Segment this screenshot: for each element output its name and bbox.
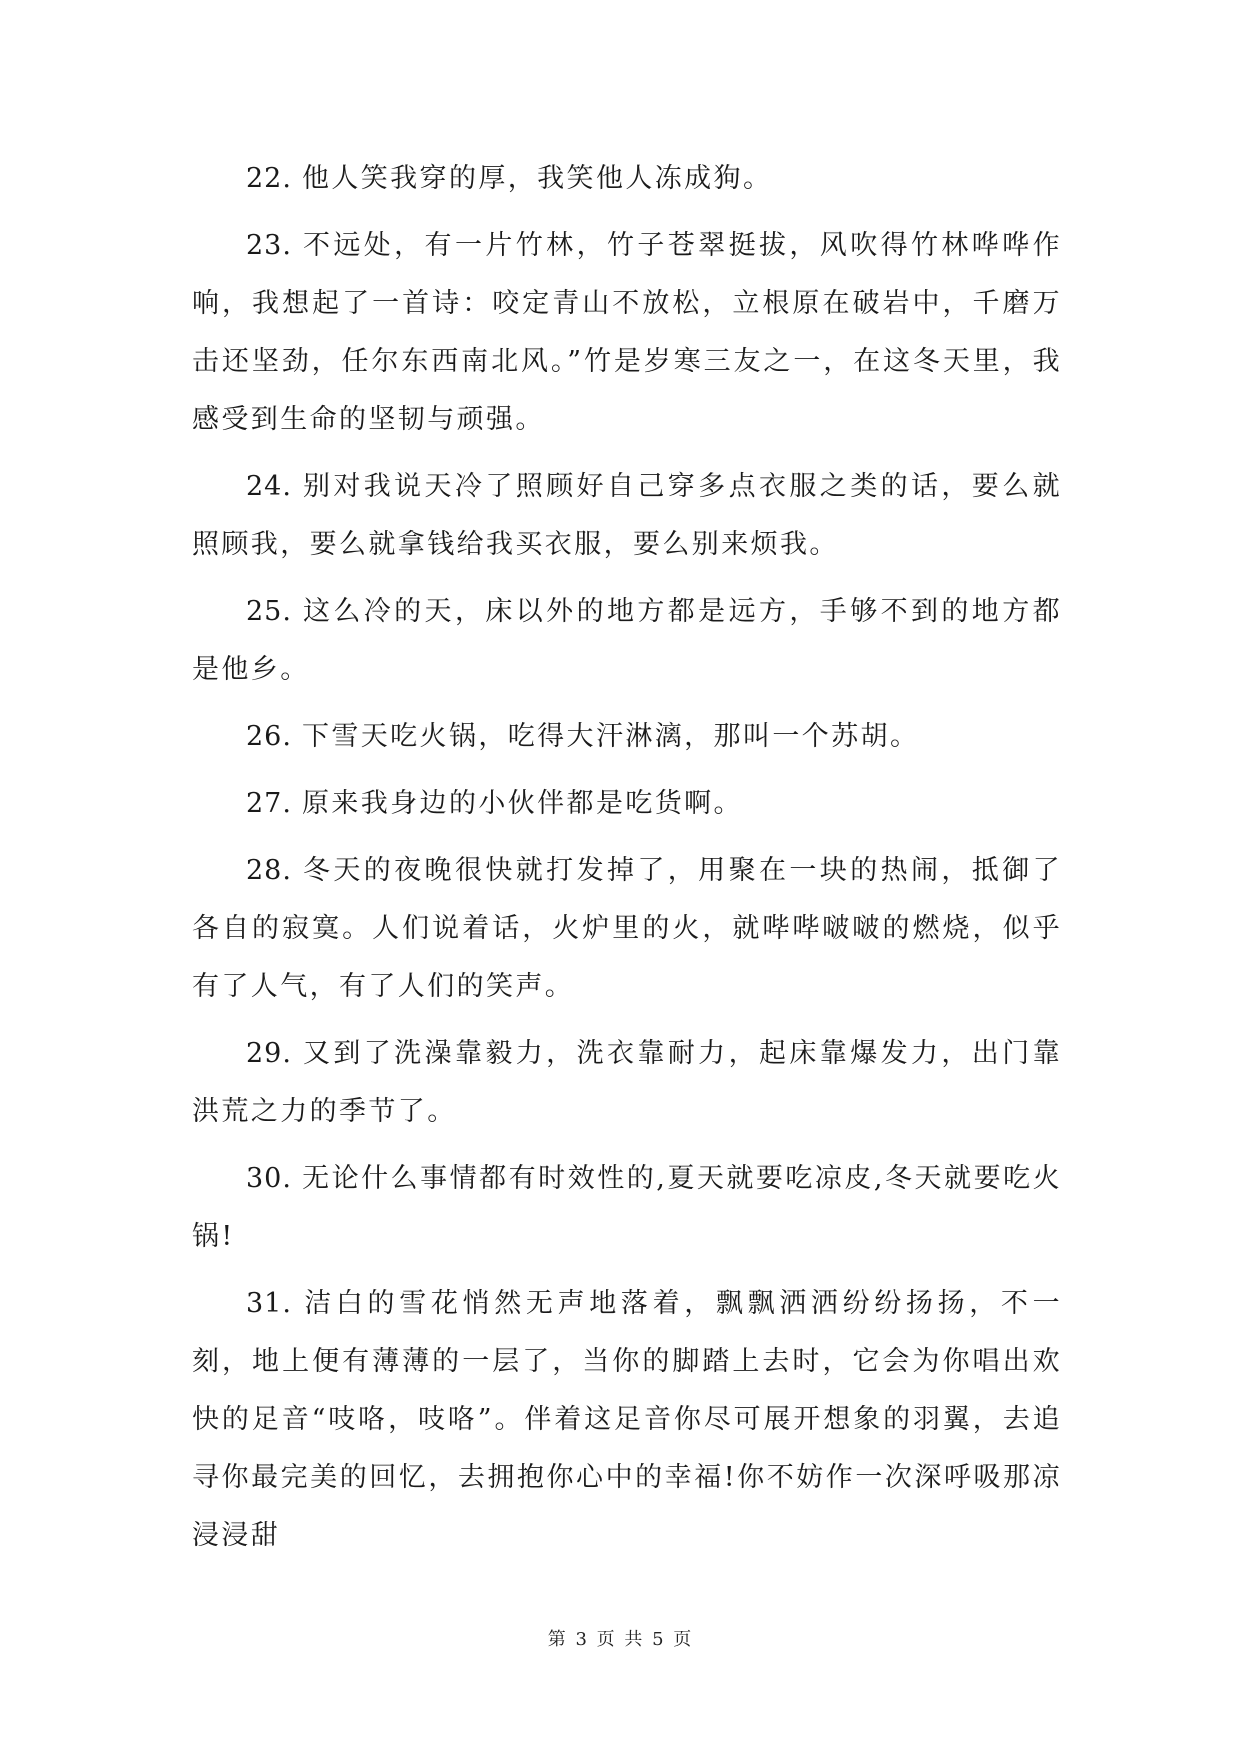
item-number: 29.: [246, 1038, 292, 1069]
paragraph-30: [192, 1150, 1062, 1266]
paragraph-text: 冬天的夜晚很快就打发掉了，用聚在一块的热闹，抵御了各自的寂寞。人们说着话，火炉里的火，就哔哔啵啵的燃烧，似乎有了人气，有了人们的笑声。: [192, 855, 1062, 1002]
paragraph-text: 洁白的雪花悄然无声地落着，飘飘洒洒纷纷扬扬，不一刻，地上便有薄薄的一层了，当你的脚踏上去时，它会为你唱出欢快的足音“吱咯，吱咯”。伴着这足音你尽可展开想象的羽翼，去追寻你最完美的回忆，去拥抱你心中的幸福!你不妨作一次深呼吸那凉浸浸甜: [192, 1288, 1062, 1551]
item-number: 28.: [246, 855, 292, 886]
paragraph-28: [192, 842, 1062, 1016]
paragraph-25: [192, 583, 1062, 699]
paragraph-text: 不远处，有一片竹林，竹子苍翠挺拔，风吹得竹林哗哗作响，我想起了一首诗：咬定青山不放松，立根原在破岩中，千磨万击还坚劲，任尔东西南北风。”竹是岁寒三友之一，在这冬天里，我感受到生命的坚韧与顽强。: [192, 230, 1062, 435]
paragraph-31: [192, 1275, 1062, 1565]
item-number: 30.: [246, 1163, 292, 1194]
paragraph-text: 这么冷的天，床以外的地方都是远方，手够不到的地方都是他乡。: [192, 596, 1062, 685]
item-number: 27.: [246, 788, 292, 819]
paragraph-text: 又到了洗澡靠毅力，洗衣靠耐力，起床靠爆发力，出门靠洪荒之力的季节了。: [192, 1038, 1062, 1127]
paragraph-29: [192, 1025, 1062, 1141]
item-number: 22.: [246, 163, 292, 194]
paragraph-text: 无论什么事情都有时效性的,夏天就要吃凉皮,冬天就要吃火锅!: [192, 1163, 1062, 1252]
paragraph-23: [192, 217, 1062, 449]
page-footer: 第 3 页 共 5 页: [547, 1629, 694, 1650]
paragraph-text: 原来我身边的小伙伴都是吃货啊。: [301, 788, 743, 819]
paragraph-22: [192, 150, 1062, 208]
item-number: 23.: [246, 230, 292, 261]
paragraph-26: [192, 708, 1062, 766]
item-number: 24.: [246, 471, 292, 502]
paragraph-24: [192, 458, 1062, 574]
item-number: 25.: [246, 596, 292, 627]
paragraph-text: 下雪天吃火锅，吃得大汗淋漓，那叫一个苏胡。: [301, 721, 920, 752]
paragraph-27: [192, 775, 1062, 833]
item-number: 26.: [246, 721, 292, 752]
item-number: 31.: [246, 1288, 292, 1319]
paragraph-text: 别对我说天冷了照顾好自己穿多点衣服之类的话，要么就照顾我，要么就拿钱给我买衣服，要么别来烦我。: [192, 471, 1062, 560]
paragraph-text: 他人笑我穿的厚，我笑他人冻成狗。: [301, 163, 773, 194]
document-body: [192, 150, 1062, 1574]
